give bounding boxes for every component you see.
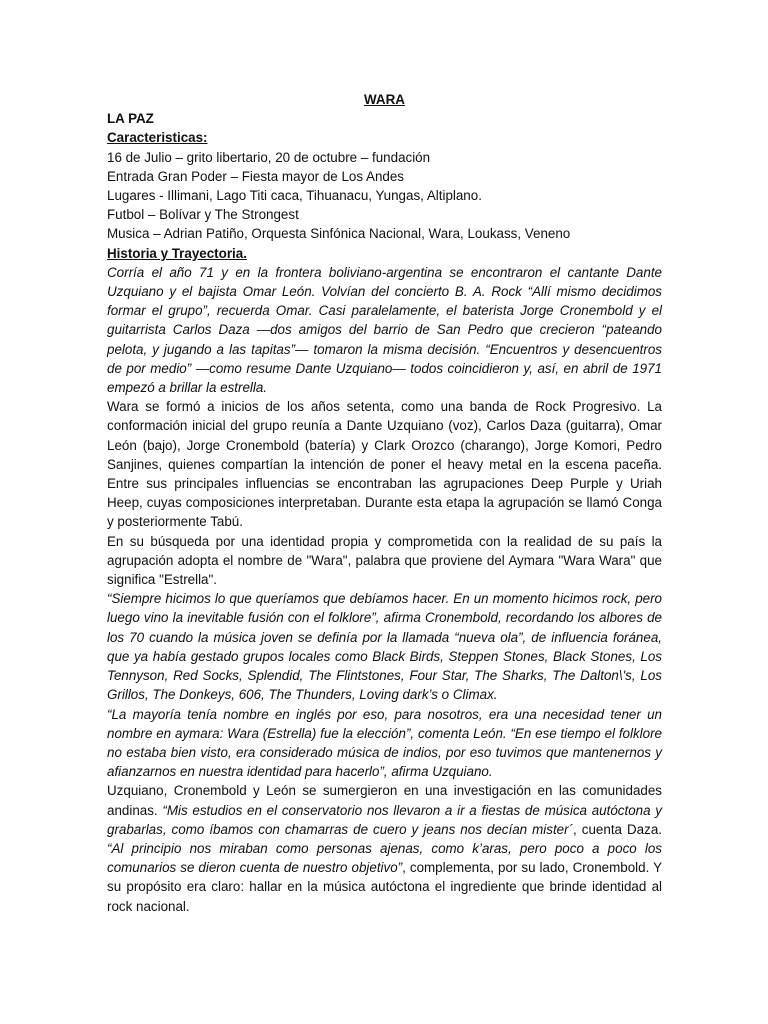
history-paragraph-6 (107, 781, 662, 915)
characteristic-line: Lugares - Illimani, Lago Titi caca, Tihuanacu, Yungas, Altiplano. (107, 188, 482, 204)
paragraph-6-part-c: , cuenta Daza. (573, 821, 662, 837)
history-paragraph-3: En su búsqueda por una identidad propia y comprometida con la realidad de su país la agrupación adopta el nombre de "Wara", palabra que proviene del Aymara "Wara Wara" que significa "Estrella". (107, 533, 662, 588)
characteristic-line: 16 de Julio – grito libertario, 20 de octubre – fundación (107, 149, 431, 165)
document-title: WARA (364, 92, 405, 107)
history-paragraph-5: “La mayoría tenía nombre en inglés por eso, para nosotros, era una necesidad tener un nombre en aymara: Wara (Estrella) fue la elección”, comenta León. “En ese tiempo el folklore no estaba bien visto, era considerado música de indios, por eso tuvimos que mantenernos y afianzarnos en nuestra identidad para hacerlo”, afirma Uzquiano. (107, 706, 662, 780)
history-heading: Historia y Trayectoria. (107, 245, 247, 261)
paragraph-6-part-a: Uzquiano, Cronembold y León se sumergieron en una investigación en las comunidades andinas. (107, 783, 662, 818)
characteristic-line: Musica – Adrian Patiño, Orquesta Sinfónica Nacional, Wara, Loukass, Veneno (107, 226, 571, 242)
history-paragraph-1: Corría el año 71 y en la frontera boliviano-argentina se encontraron el cantante Dante Uzquiano y el bajista Omar León. Volvían del concierto B. A. Rock “Allí mismo decidimos formar el grupo”, recuerda Omar. Casi paralelamente, el baterista Jorge Cronembold y el guitarrista Carlos Daza —dos amigos del barrio de San Pedro que crecieron “pateando pelota, y jugando a las tapitas”— tomaron la misma decisión. “Encuentros y desencuentros de por medio” —como resume Dante Uzquiano— todos coincidieron y, así, en abril de 1971 empezó a brillar la estrella. (107, 264, 662, 396)
characteristic-line: Futbol – Bolívar y The Strongest (107, 207, 299, 223)
paragraph-6-part-e: , complementa, por su lado, Cronembold. Y su propósito era claro: hallar en la música autóctona el ingrediente que brinde identidad al rock nacional. (107, 860, 662, 914)
history-paragraph-4: “Siempre hicimos lo que queríamos que debíamos hacer. En un momento hicimos rock, pero luego vino la inevitable fusión con el folklore”, afirma Cronembold, recordando los albores de los 70 cuando la música joven se definía por la llamada “nueva ola”, de influencia foránea, que ya había gestado grupos locales como Black Birds, Steppen Stones, Black Stones, Los Tennyson, Red Socks, Splendid, The Flintstones, Four Star, The Sharks, The Dalton\'s, Los Grillos, The Donkeys, 606, The Thunders, Loving dark’s o Climax. (107, 591, 662, 703)
paragraph-6-quote-daza: “Mis estudios en el conservatorio nos llevaron a ir a fiestas de música autóctona y grabarlas, como íbamos con chamarras de cuero y jeans nos decían mister´ (107, 802, 662, 837)
characteristics-heading: Caracteristicas: (107, 130, 208, 146)
paragraph-6-quote-cronembold: “Al principio nos miraban como personas ajenas, como k’aras, pero poco a poco los comunarios se dieron cuenta de nuestro objetivo” (107, 840, 662, 876)
history-paragraph-2: Wara se formó a inicios de los años setenta, como una banda de Rock Progresivo. La conformación inicial del grupo reunía a Dante Uzquiano (voz), Carlos Daza (guitarra), Omar León (bajo), Jorge Cronembold (batería) y Clark Orozco (charango), Jorge Komori, Pedro Sanjines, quienes compartían la intención de poner el heavy metal en la escena paceña. Entre sus principales influencias se encontraban las agrupaciones Deep Purple y Uriah Heep, cuyas composiciones interpretaban. Durante esta etapa la agrupación se llamó Conga y posteriormente Tabú. (107, 399, 662, 530)
characteristic-line: Entrada Gran Poder – Fiesta mayor de Los Andes (107, 168, 404, 184)
city-heading: LA PAZ (107, 111, 154, 127)
